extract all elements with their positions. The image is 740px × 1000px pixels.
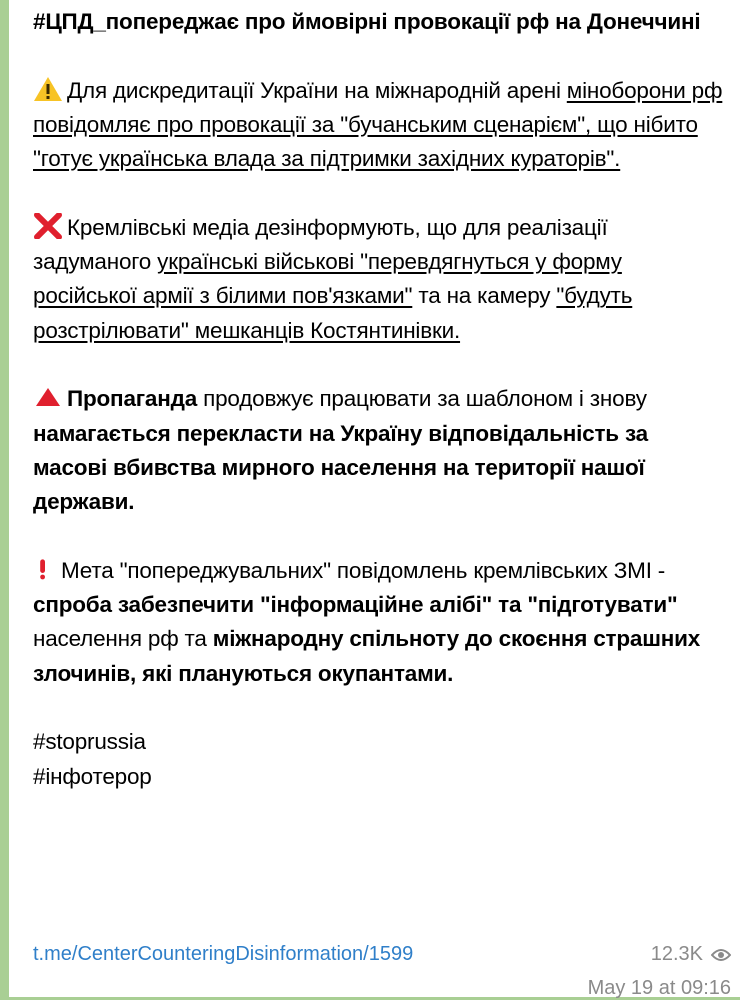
hashtag-stoprussia[interactable]: #stoprussia [33,729,146,755]
paragraph-1: Для дискредитації України на міжнародній арені міноборони рф повідомляє про провокації за "бучанським сценарієм", що нібито "готує українська влада за підтримки західних кураторів". [33,77,723,172]
post-link[interactable]: t.me/CenterCounteringDisinformation/1599 [33,943,414,965]
military-link[interactable]: українські військові "перевдягнуться у форму російської армії з білими пов'язками" [33,249,622,309]
red-triangle-icon [33,384,63,410]
paragraph-4: Мета "попереджувальних" повідомлень кремлівських ЗМІ - спроба забезпечити "інформаційне алібі" та "підготувати" населення рф та міжнародну спільноту до скоєння страшних злочинів, які плануються окупантами. [33,557,701,686]
hashtag-infoteror[interactable]: #інфотерор [33,763,152,789]
shooting-link[interactable]: "будуть розстрілювати" мешканців Костянтинівки. [33,283,633,343]
message-bubble [9,0,740,997]
exclamation-icon [33,556,57,582]
view-count: 12.3K [651,943,731,966]
message-text [33,5,723,794]
mod-link[interactable]: міноборони рф повідомляє про провокації за "бучанським сценарієм", що нібито "готує українська влада за підтримки західних кураторів". [33,77,723,172]
warning-icon [33,76,63,102]
paragraph-2: Кремлівські медіа дезінформують, що для реалізації задуманого українські військові "перевдягнуться у форму російської армії з білими пов'язками" та на камеру "будуть розстрілювати" мешканців Костянтинівки. [33,214,633,343]
eye-icon [711,948,731,962]
paragraph-3: Пропаганда продовжує працювати за шаблоном і знову намагається перекласти на Україну відповідальність за масові вбивства мирного населення на території нашої держави. [33,386,648,515]
hashtag-list [33,725,723,794]
cross-mark-icon [33,213,63,239]
post-title: #ЦПД_попереджає про ймовірні провокації рф на Донеччині [33,9,701,34]
timestamp: May 19 at 09:16 [587,977,731,999]
message-footer [33,943,733,997]
